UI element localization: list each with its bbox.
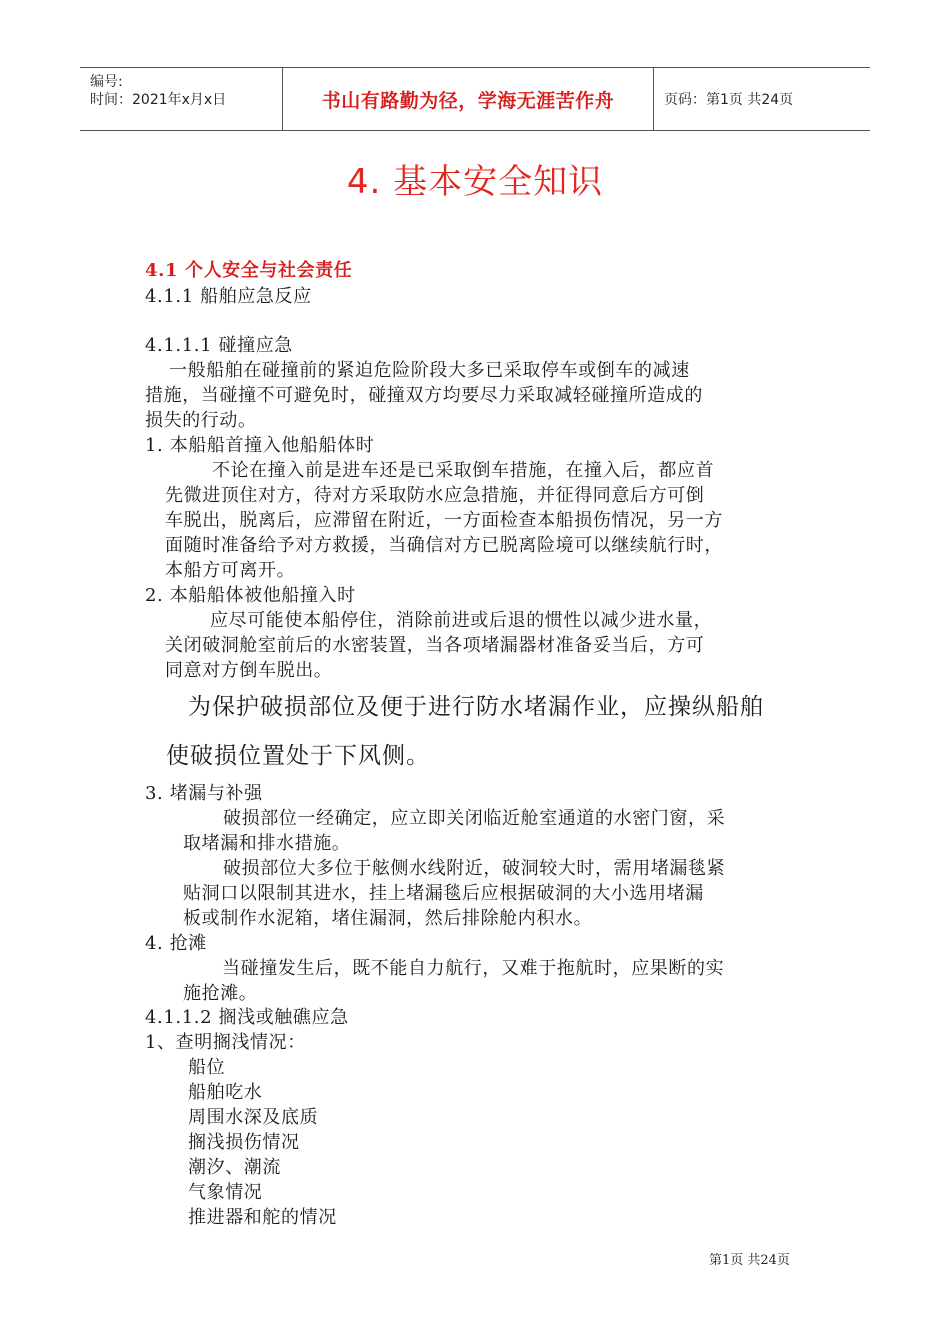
body-line: 板或制作水泥箱，堵住漏洞，然后排除舱内积水。: [183, 908, 593, 929]
list-item-heading: 2. 本船船体被他船撞入时: [145, 585, 356, 606]
page-footer: 第1页 共24页: [709, 1253, 790, 1268]
header-page-info: 页码：第1页 共24页: [664, 92, 794, 108]
body-line: 取堵漏和排水措施。: [183, 833, 351, 854]
body-line: 损失的行动。: [145, 410, 257, 431]
list-item-heading: 1. 本船船首撞入他船船体时: [145, 435, 375, 456]
header-motto: 书山有路勤为径，学海无涯苦作舟: [321, 89, 615, 112]
emphasis-line: 为保护破损部位及便于进行防水堵漏作业，应操纵船舶: [188, 694, 764, 720]
sub-subsection-heading: 4.1.1.2 搁浅或触礁应急: [145, 1007, 349, 1028]
header-info-cell: [80, 68, 282, 130]
section-heading: 4.1 个人安全与社会责任: [145, 260, 353, 281]
body-line: 一般船舶在碰撞前的紧迫危险阶段大多已采取停车或倒车的减速: [169, 360, 690, 381]
body-line: 关闭破洞舱室前后的水密装置，当各项堵漏器材准备妥当后，方可: [165, 635, 705, 656]
subsection-heading: 4.1.1 船舶应急反应: [145, 286, 312, 307]
body-line: 车脱出，脱离后，应滞留在附近，一方面检查本船损伤情况，另一方: [165, 510, 723, 531]
list-item: 潮汐、潮流: [188, 1157, 281, 1178]
document-title: 4. 基本安全知识: [346, 162, 604, 202]
list-item: 气象情况: [188, 1182, 263, 1203]
page-header: [80, 67, 870, 131]
list-item-heading: 4. 抢滩: [145, 933, 207, 954]
list-item: 船舶吃水: [188, 1082, 263, 1103]
body-line: 施抢滩。: [183, 983, 258, 1004]
body-line: 破损部位大多位于舷侧水线附近，破洞较大时，需用堵漏毯紧: [223, 858, 726, 879]
document-time-label: 时间：2021年x月x日: [90, 92, 227, 108]
list-item: 搁浅损伤情况: [188, 1132, 300, 1153]
list-item-heading: 1、查明搁浅情况：: [145, 1032, 306, 1053]
body-line: 破损部位一经确定，应立即关闭临近舱室通道的水密门窗，采: [223, 808, 726, 829]
sub-subsection-heading: 4.1.1.1 碰撞应急: [145, 335, 293, 356]
body-line: 同意对方倒车脱出。: [165, 660, 333, 681]
body-line: 先微进顶住对方，待对方采取防水应急措施，并征得同意后方可倒: [165, 485, 705, 506]
body-line: 不论在撞入前是进车还是已采取倒车措施，在撞入后，都应首: [212, 460, 715, 481]
list-item: 推进器和舵的情况: [188, 1207, 337, 1228]
header-motto-cell: [282, 68, 654, 130]
document-number-label: 编号:: [90, 74, 123, 90]
list-item-heading: 3. 堵漏与补强: [145, 783, 263, 804]
body-line: 应尽可能使本船停住，消除前进或后退的惯性以减少进水量，: [210, 610, 713, 631]
emphasis-line: 使破损位置处于下风侧。: [166, 743, 430, 769]
list-item: 船位: [188, 1057, 226, 1078]
body-line: 当碰撞发生后，既不能自力航行，又难于拖航时，应果断的实: [222, 958, 725, 979]
body-line: 措施，当碰撞不可避免时，碰撞双方均要尽力采取减轻碰撞所造成的: [145, 385, 703, 406]
body-line: 本船方可离开。: [165, 560, 296, 581]
body-line: 面随时准备给予对方救援，当确信对方已脱离险境可以继续航行时，: [165, 535, 723, 556]
list-item: 周围水深及底质: [188, 1107, 319, 1128]
body-line: 贴洞口以限制其进水，挂上堵漏毯后应根据破洞的大小选用堵漏: [183, 883, 704, 904]
